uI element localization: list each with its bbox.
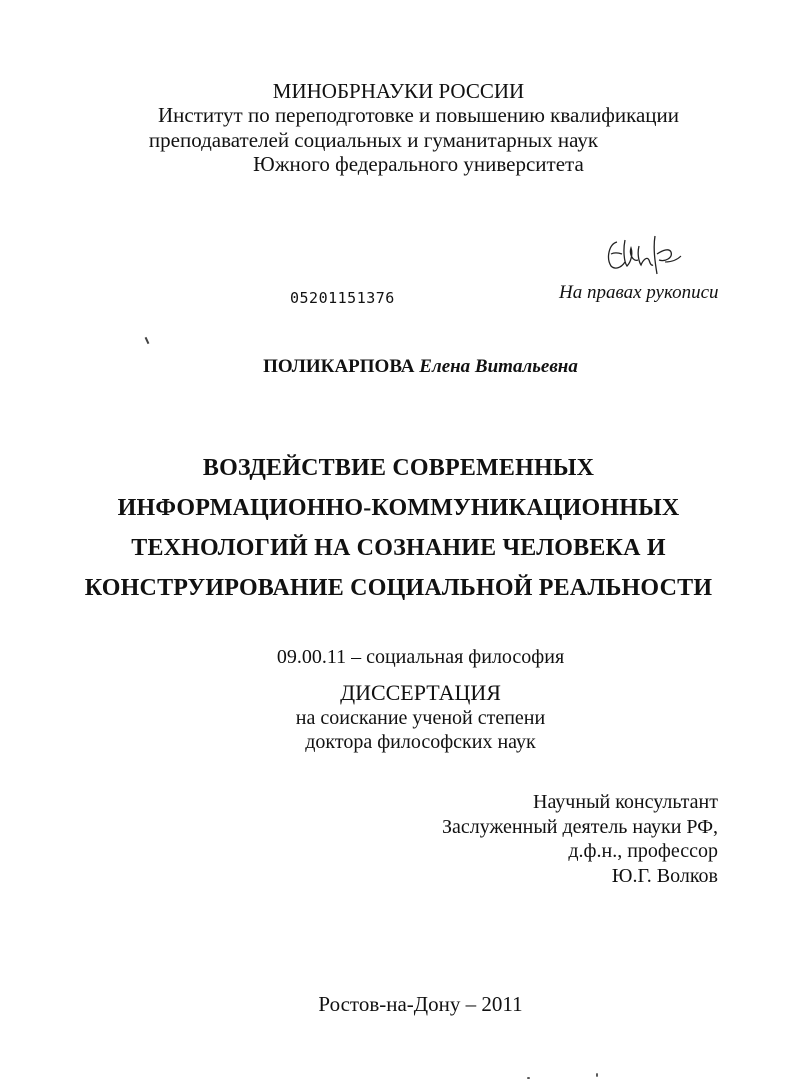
title-line-4: КОНСТРУИРОВАНИЕ СОЦИАЛЬНОЙ РЕАЛЬНОСТИ <box>84 575 713 601</box>
scan-dot <box>596 1073 598 1077</box>
title-line-2: ИНФОРМАЦИОННО-КОММУНИКАЦИОННЫХ <box>117 495 680 521</box>
institute-line-2: преподавателей социальных и гуманитарных наук <box>148 128 599 152</box>
author-given-names: Елена Витальевна <box>419 356 578 377</box>
consultant-line-3: д.ф.н., профессор <box>568 840 718 862</box>
manuscript-number: 05201151376 <box>290 289 395 307</box>
scan-speck <box>145 337 150 344</box>
dissertation-title <box>0 448 797 608</box>
scan-dot <box>527 1077 530 1079</box>
institute-line-3: Южного федерального университета <box>253 152 584 176</box>
ministry-name: МИНОБРНАУКИ РОССИИ <box>272 79 525 103</box>
scientific-consultant <box>442 790 718 888</box>
consultant-line-2: Заслуженный деятель науки РФ, <box>441 815 718 838</box>
title-line-1: ВОЗДЕЙСТВИЕ СОВРЕМЕННЫХ <box>202 455 595 481</box>
author-surname: ПОЛИКАРПОВА <box>263 356 415 377</box>
city-year: Ростов-на-Дону – 2011 <box>318 992 523 1016</box>
dissertation-type: ДИССЕРТАЦИЯ <box>340 680 501 705</box>
handwritten-signature <box>603 232 683 278</box>
institute-line-1: Институт по переподготовке и повышению квалификации <box>157 103 680 127</box>
author-name <box>22 356 797 378</box>
rights-note: На правах рукописи <box>559 282 719 303</box>
dissertation-degree-line-2: доктора философских наук <box>305 731 536 753</box>
title-line-3: ТЕХНОЛОГИЙ НА СОЗНАНИЕ ЧЕЛОВЕКА И <box>131 535 666 561</box>
specialty-code: 09.00.11 – социальная философия <box>276 646 565 668</box>
consultant-line-1: Научный консультант <box>533 791 718 813</box>
consultant-line-4: Ю.Г. Волков <box>611 864 718 887</box>
dissertation-degree-line-1: на соискание ученой степени <box>295 707 546 729</box>
